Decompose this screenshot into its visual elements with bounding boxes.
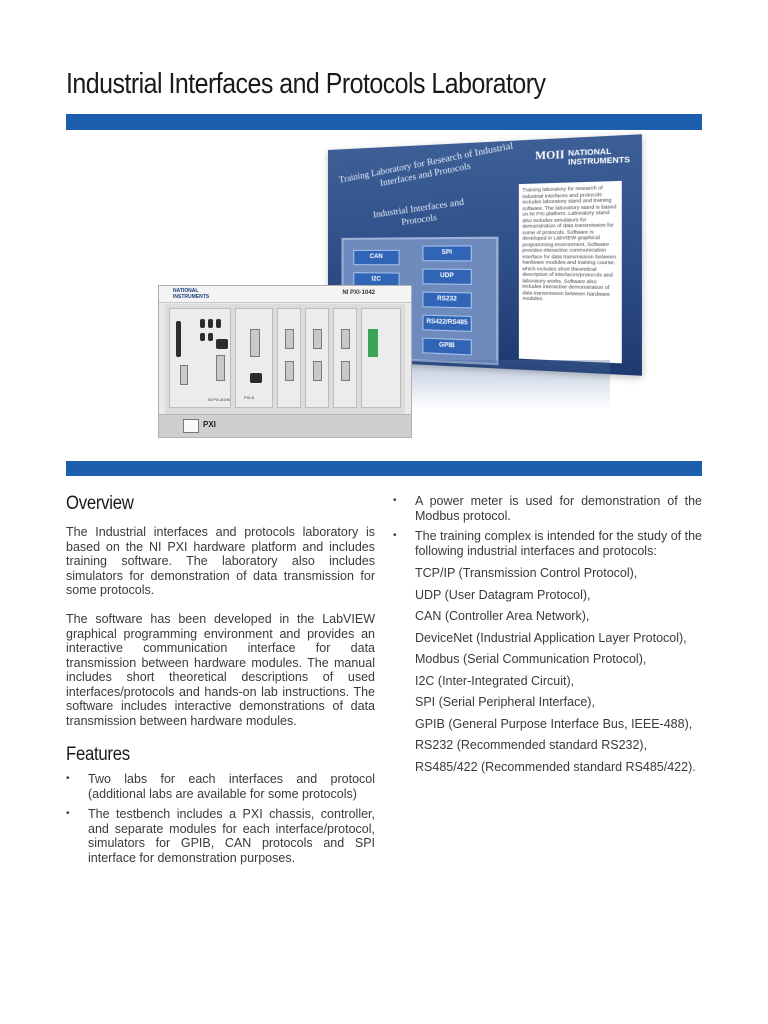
overview-paragraph-1: The Industrial interfaces and protocols laboratory is based on the NI PXI hardware platform and includes training software. The laboratory also includes simulators for demonstration of data transmission for some protocols. <box>66 525 375 597</box>
screen-button-gpib[interactable]: GPIB <box>422 338 471 356</box>
screen-logos <box>535 144 632 173</box>
chassis-slots <box>165 304 405 414</box>
features-list-left <box>66 772 375 865</box>
list-item: • The testbench includes a PXI chassis, controller, and separate modules for each interface/protocol, simulators for GPIB, CAN protocols and SPI interface for demonstration purposes. <box>66 807 375 865</box>
moii-logo: MOII <box>535 149 565 163</box>
serial-port-icon <box>285 361 294 381</box>
controller-slot <box>169 308 231 408</box>
chassis-base <box>159 414 411 437</box>
list-item: GPIB (General Purpose Interface Bus, IEEE-488), <box>415 716 693 731</box>
ni-logo: NATIONAL INSTRUMENTS <box>568 148 631 167</box>
protocol-list <box>415 566 696 781</box>
screen-button-spi[interactable]: SPI <box>422 245 471 261</box>
power-switch-icon[interactable] <box>183 419 199 433</box>
usb-port-icon <box>208 319 213 328</box>
list-item: RS485/422 (Recommended standard RS485/422). <box>415 759 696 774</box>
list-item: SPI (Serial Peripheral Interface), <box>415 695 595 709</box>
gpib-port-icon <box>250 329 260 357</box>
screen-button-udp[interactable]: UDP <box>422 269 471 285</box>
chassis-model: NI PXI-1042 <box>342 290 375 296</box>
list-item: CAN (Controller Area Network), <box>415 609 590 623</box>
serial-port-icon <box>313 361 322 381</box>
overview-paragraph-2: The software has been developed in the LabVIEW graphical programming environment and provides an interactive communication interface for data transmission between hardware modules. The manual includes short theoretical descriptions of used interfaces/protocols and hands-on lab instructions. The software includes interactive demonstrations of data transmission between hardware modules. <box>66 612 375 728</box>
list-item: • The training complex is intended for the study of the following industrial interfaces and protocols: <box>393 529 702 558</box>
pxi-chassis <box>158 285 412 438</box>
features-heading: Features <box>66 744 130 765</box>
list-item: • A power meter is used for demonstration of the Modbus protocol. <box>393 494 702 523</box>
screen-button-rs422-rs485[interactable]: RS422/RS485 <box>422 315 471 332</box>
ethernet-port-icon <box>250 373 262 383</box>
dvi-port-icon <box>216 355 225 381</box>
port-icon <box>176 321 181 357</box>
chassis-brand: NATIONAL INSTRUMENTS <box>173 288 210 300</box>
screen-button-rs232[interactable]: RS232 <box>422 292 471 309</box>
chassis-top-strip <box>159 286 411 303</box>
module-slot <box>277 308 301 408</box>
screen-description: Training laboratory for research of industrial interfaces and protocols includes laboratory stand and training software. The laboratory stand is based on NI PXI platform. Laboratory stand also includes simulators for demonstration of data transmission for some of protocols. Software is developed in LabVIEW graphical programming environment. Software provides interactive communication interface for data transmission between hardware modules and training course, which includes short theoretical description of interfaces/protocols and laboratory works. Software also includes interactive demonstration of data transmission between hardware modules. <box>519 181 622 363</box>
list-item: RS232 (Recommended standard RS232), <box>415 738 648 752</box>
module-label: PXI-6 <box>244 395 255 400</box>
list-item: UDP (User Datagram Protocol), <box>415 587 591 602</box>
controller-label: NI PXI-8196 <box>208 397 230 402</box>
serial-port-icon <box>180 365 188 385</box>
overview-heading: Overview <box>66 493 134 514</box>
serial-port-icon <box>341 329 350 349</box>
serial-port-icon <box>285 329 294 349</box>
section-accent-bar <box>66 461 702 476</box>
module-slot <box>361 308 401 408</box>
features-list-right <box>393 494 702 558</box>
module-slot <box>235 308 273 408</box>
screen-button-can[interactable]: CAN <box>353 250 399 266</box>
screen-subheading: Industrial Interfaces and Protocols <box>372 196 465 228</box>
screen-button-i2c[interactable]: I2C <box>353 272 399 288</box>
usb-port-icon <box>216 319 221 328</box>
usb-port-icon <box>200 333 205 341</box>
pxi-badge: PXI <box>203 420 216 429</box>
list-item: TCP/IP (Transmission Control Protocol), <box>415 566 638 580</box>
list-item: I2C (Inter-Integrated Circuit), <box>415 673 575 688</box>
list-item: DeviceNet (Industrial Application Layer Protocol), <box>415 630 687 645</box>
usb-port-icon <box>200 319 205 328</box>
header-accent-bar <box>66 114 702 130</box>
usb-port-icon <box>208 333 213 341</box>
list-item: • Two labs for each interfaces and protocol (additional labs are available for some protocols) <box>66 772 375 801</box>
serial-port-icon <box>341 361 350 381</box>
module-slot <box>333 308 357 408</box>
list-item: Modbus (Serial Communication Protocol), <box>415 652 647 666</box>
page-title: Industrial Interfaces and Protocols Laboratory <box>66 68 546 100</box>
module-slot <box>305 308 329 408</box>
screen-heading: Training Laboratory for Research of Industrial Interfaces and Protocols <box>338 139 514 189</box>
terminal-block-icon <box>368 329 378 357</box>
ethernet-port-icon <box>216 339 228 349</box>
serial-port-icon <box>313 329 322 349</box>
